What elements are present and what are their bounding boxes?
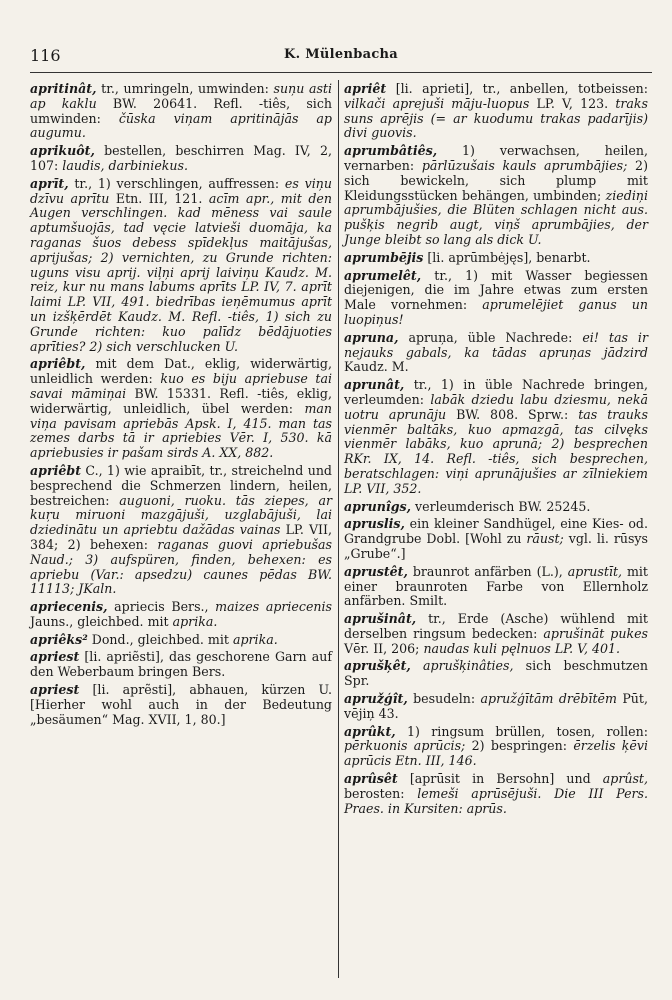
entry-definition: C., 1) wie apraibīt, tr., streichelnd und besprechend die Schmerzen lindern, heilen, bestreichen: <box>30 462 332 508</box>
entry-definition-cont: BW. 808. Sprw.: <box>446 406 579 422</box>
running-head: K. Mülenbacha <box>283 47 399 62</box>
headword: apriest <box>30 649 80 665</box>
entry-example-cont: acīm apr., mit den Augen verschlingen. kad mēness vai saule aptumšuojās, tad vęcie latvieši duomāja, ka raganas šuos debess spīdekļus maitājušas, aprijušas; 2) vernichten, zu Grunde richten: uguns visu aprij. viļņi aprij laiviņu Kaudz. M. reiz, kur nu mans labums aprīts LP. IV, 7. aprīt laimi LP. VII, 491. biedrības ieņēmumus aprīt un izšķērdēt Kaudz. M. Refl. -tiês, 1) sich zu Grunde richten: kuo palīdz bēdājuoties aprīties? 2) sich verschlucken U. <box>30 190 332 354</box>
dictionary-entry <box>344 565 648 609</box>
entry-definition-cont: sich beschmutzen Spr. <box>344 658 648 689</box>
headword: aprumbējis <box>344 249 424 265</box>
dictionary-entry <box>344 692 648 722</box>
entry-definition-cont: BW. 20641. Refl. -tiês, sich umwinden: <box>30 95 333 126</box>
dictionary-entry <box>344 612 648 656</box>
entry-definition-cont: Pūt, vējiņ 43. <box>344 691 648 721</box>
entry-definition: [li. apriẽsti], das geschorene Garn auf den Weberbaum bringen Bers. <box>30 649 332 680</box>
headword: aprumbâtiês, <box>344 143 438 159</box>
page-number: 116 <box>30 46 61 65</box>
dictionary-entry <box>30 144 332 174</box>
entry-example: maizes apriecenis <box>215 599 332 615</box>
entry-definition: apriecis Bers., <box>114 599 216 615</box>
entry-definition: [aprūsit in Bersohn] und <box>409 771 603 787</box>
headword: aprušķêt, <box>344 658 411 674</box>
entry-definition: apruņa, üble Nachrede: <box>408 329 583 345</box>
entry-example-cont: čūska viņam apritinājās ap augumu. <box>30 110 332 141</box>
entry-example: pērkuonis aprūcis; <box>344 738 466 754</box>
entry-example: auguoni, ruoku. tās ziepes, ar kuŗu miruoni mazgājuši, uzglabājuši, lai dziedinātu un apriebtu dažādas vainas <box>30 492 332 538</box>
dictionary-entry <box>344 82 648 141</box>
entry-definition-cont: 2) bespringen: <box>465 738 574 754</box>
dictionary-entry <box>30 177 332 355</box>
headword: apriêbt, <box>30 356 86 372</box>
headword: apriest <box>30 682 80 698</box>
entry-definition-cont: Jauns., gleichbed. mit <box>30 613 173 629</box>
headword: apriecenis, <box>30 599 108 615</box>
entry-example: ei! tas ir nejauks gabals, ka tādas apruņas jādzird <box>344 329 648 360</box>
headword: apruna, <box>344 329 399 345</box>
headword: aprunât, <box>344 377 405 393</box>
headword: apruslis, <box>344 516 405 532</box>
headword: aprikuôt, <box>30 143 95 159</box>
entry-example: aprumelējiet ganus un luopiņus! <box>344 297 648 327</box>
headword: apritinât, <box>30 81 97 96</box>
entry-definition: tr., 1) in üble Nachrede bringen, verleumden: <box>344 377 648 407</box>
dictionary-entry <box>30 600 332 630</box>
entry-example: rāust; <box>526 531 564 547</box>
entry-definition-cont: BW. 15331. Refl. -tiês, eklig, widerwärtig, unleidlich, übel werden: <box>30 385 332 416</box>
entry-example: es viņu dzīvu aprītu <box>30 175 332 206</box>
page-header <box>30 40 652 70</box>
entry-definition: tr., 1) mit Wasser begiessen diejenigen, die im Jahre etwas zum ersten Male vornehmen: <box>344 267 648 313</box>
entry-definition-cont: mit einer braunroten Farbe von Ellernholz anfärben. Smilt. <box>344 563 648 609</box>
entry-definition: bestellen, beschirren Mag. IV, 2, 107: <box>30 143 332 173</box>
entry-definition: [li. aprẽsti], abhauen, kürzen U. [Hierher wohl auch in der Bedeutung „besäumen“ Mag. XVII, 1, 80.] <box>30 682 332 727</box>
dictionary-entry <box>30 464 332 597</box>
headword: aprīt, <box>30 175 69 191</box>
entry-example: aprika. <box>232 631 278 647</box>
entry-example-cont: lemeši aprūsējuši. Die III Pers. Praes. in Kursiten: aprūs. <box>344 785 649 816</box>
right-column <box>344 82 648 819</box>
entry-example-cont: ērzelis ķēvi aprūcis Etn. III, 146. <box>344 738 648 769</box>
entry-example: labāk dziedu labu dziesmu, nekā uotru aprunāju <box>344 391 648 422</box>
entry-example: laudis, darbiniekus. <box>62 157 188 173</box>
entry-definition-cont: Kaudz. M. <box>344 359 409 375</box>
dictionary-entry <box>30 650 332 680</box>
entry-definition: besudeln: <box>413 691 481 707</box>
entry-example: aprušināt pukes <box>543 625 648 641</box>
dictionary-entry <box>344 269 648 328</box>
entry-definition: 1) ringsum brüllen, tosen, rollen: <box>407 723 648 739</box>
entry-definition: [li. aprūmbėjęs], benarbt. <box>427 249 591 265</box>
dictionary-entry <box>30 357 332 461</box>
left-column <box>30 82 332 730</box>
entry-example: apružģītām drēbītēm <box>480 691 617 707</box>
entry-definition: [li. aprieti], tr., anbellen, totbeissen: <box>395 81 648 96</box>
headword: aprûsêt <box>344 771 398 787</box>
entry-definition: 1) verwachsen, heilen, vernarben: <box>344 143 648 173</box>
entry-definition-cont: Etn. III, 121. <box>109 190 209 206</box>
dictionary-entry <box>30 633 332 648</box>
entry-example-cont: traks suns aprējis (= ar kuodumu trakas padarījis) divi guovis. <box>344 95 648 141</box>
entry-definition-cont: LP. V, 123. <box>529 95 616 111</box>
headword: apružģît, <box>344 691 408 707</box>
entry-definition: Dond., gleichbed. mit <box>91 631 233 647</box>
headword: aprunîgs, <box>344 498 411 514</box>
entry-definition: braunrot anfärben (L.), <box>412 563 568 579</box>
dictionary-entry <box>344 725 648 769</box>
dictionary-entry <box>344 144 648 248</box>
entry-definition: verleumderisch BW. 25245. <box>415 498 591 514</box>
dictionary-entry <box>344 500 648 515</box>
entry-definition-cont: LP. VII, 384; 2) behexen: <box>30 522 333 552</box>
entry-example: pārlūzušais kauls aprumbājies; <box>421 157 628 173</box>
headword: apriêt <box>344 81 387 96</box>
headword: aprustêt, <box>344 563 408 579</box>
dictionary-entry <box>344 772 648 816</box>
dictionary-entry <box>344 378 648 496</box>
dictionary-entry <box>30 82 332 141</box>
headword: aprušinât, <box>344 611 417 627</box>
entry-example: suņu asti ap kaklu <box>30 81 333 111</box>
entry-definition: tr., Erde (Asche) wühlend mit derselben ringsum bedecken: <box>344 611 648 641</box>
column-divider <box>338 80 339 978</box>
entry-example-cont: man viņa pavisam apriebās Apsk. I, 415. man tas zemes darbs tā ir apriebies Vēr. I, 530. kā apriebusies ir pašam sirds A. XX, 882. <box>30 400 332 461</box>
entry-example-cont: raganas guovi apriebušas Naud.; 3) aufspüren, finden, behexen: es apriebu (Var.: apsedzu) caunes pēdas BW. 11113; JKaln. <box>30 536 332 597</box>
entry-example: aprustīt, <box>567 563 623 579</box>
dictionary-entry <box>344 331 648 375</box>
entry-definition-cont: vgl. li. rūsys „Grube“.] <box>344 531 648 561</box>
entry-example-cont: aprika. <box>172 613 218 629</box>
entry-definition: tr., umringeln, umwinden: <box>101 81 274 96</box>
headword: aprumelêt, <box>344 267 422 283</box>
headword: apriêks² <box>30 631 88 647</box>
entry-example-cont: naudas kuli pęlnuos LP. V, 401. <box>423 640 621 656</box>
dictionary-entry <box>30 683 332 727</box>
headword: apriêbt <box>30 462 82 478</box>
entry-example: aprûst, <box>602 771 648 787</box>
entry-example: aprušķinâties, <box>423 658 514 674</box>
entry-definition: ein kleiner Sandhügel, eine Kies- od. Grandgrube Dobl. [Wohl zu <box>344 516 648 547</box>
entry-example: vilkači aprejuši māju-luopus <box>344 95 530 111</box>
headword: aprûkt, <box>344 723 396 739</box>
dictionary-entry <box>344 659 648 689</box>
dictionary-entry <box>344 251 648 266</box>
header-rule <box>30 72 652 73</box>
entry-definition-cont: berosten: <box>344 785 418 801</box>
entry-example-cont: ziediņi aprumbājušies, die Blüten schlagen nicht aus. pušķis negrib augt, viņš aprumbājies, der Junge bleibt so lang als dick U. <box>344 187 648 247</box>
entry-definition-cont: 2) sich bewickeln, sich plump mit Kleidungsstücken behängen, umbinden; <box>344 157 648 203</box>
entry-example: kuo es biju apriebuse tai savai māmiņai <box>30 371 332 401</box>
entry-definition-cont: Vēr. II, 206; <box>344 640 424 656</box>
entry-example-cont: tas trauks vienmēr baltāks, kuo apmazgā, tas cilvęks vienmēr labāks, kuo aprunā; 2) besprechen RKr. IX, 14. Refl. -tiês, sich besprechen, beratschlagen: viņi aprunājušies ar zīlniekiem LP. VII, 352. <box>344 406 648 496</box>
entry-definition: tr., 1) verschlingen, auffressen: <box>74 175 285 191</box>
dictionary-entry <box>344 517 648 561</box>
entry-definition: mit dem Dat., eklig, widerwärtig, unleidlich werden: <box>30 356 332 387</box>
